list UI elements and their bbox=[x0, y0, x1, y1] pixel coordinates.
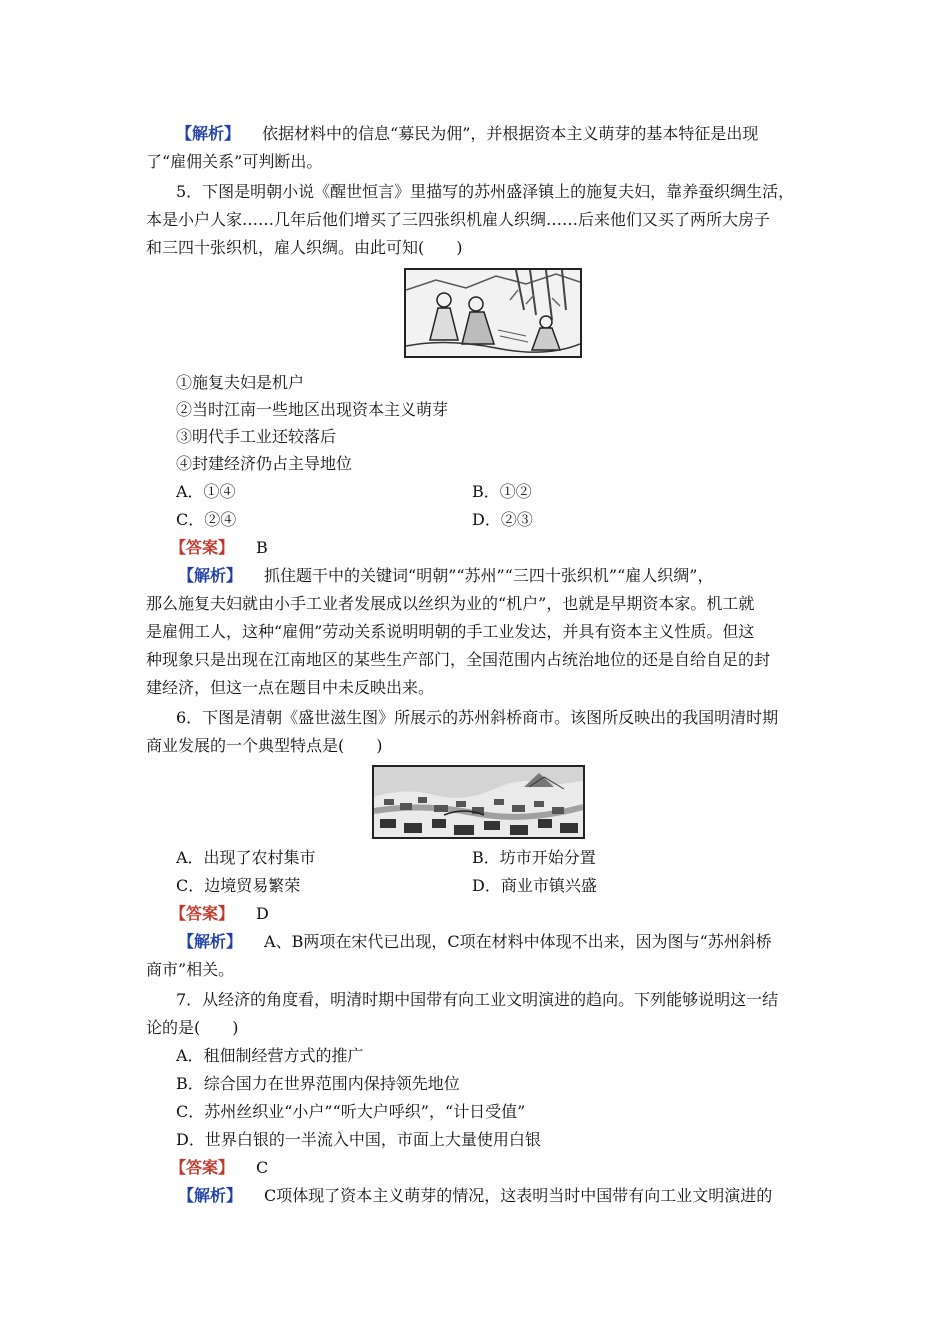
analysis-tag: 【解析】 bbox=[178, 932, 243, 951]
q6-option-d: D．商业市镇兴盛 bbox=[472, 876, 597, 895]
q5-woodblock-illustration bbox=[404, 268, 582, 358]
q6-stem-line-2: 商业发展的一个典型特点是( ) bbox=[146, 736, 383, 755]
q7-stem-line-1: 7．从经济的角度看，明清时期中国带有向工业文明演进的趋向。下列能够说明这一结 bbox=[176, 990, 779, 1009]
q7-option-c: C．苏州丝织业“小户”“听大户呼织”，“计日受值” bbox=[176, 1102, 526, 1121]
analysis-tag: 【解析】 bbox=[178, 1186, 243, 1205]
q5-option-a: A．①④ bbox=[176, 482, 236, 501]
answer-tag: 【答案】 bbox=[170, 1158, 235, 1177]
q7-stem-line-2: 论的是( ) bbox=[146, 1018, 239, 1037]
q5-item-3: ③明代手工业还较落后 bbox=[176, 427, 337, 446]
q7-analysis-line-1: 【解析】 C项体现了资本主义萌芽的情况，这表明当时中国带有向工业文明演进的 bbox=[178, 1186, 773, 1205]
q5-analysis-line-5: 建经济，但这一点在题目中未反映出来。 bbox=[146, 678, 435, 697]
q5-analysis-line-4: 种现象只是出现在江南地区的某些生产部门，全国范围内占统治地位的还是自给自足的封 bbox=[146, 650, 771, 669]
q6-analysis-line-1: 【解析】 A、B两项在宋代已出现，C项在材料中体现不出来，因为图与“苏州斜桥 bbox=[178, 932, 772, 951]
q5-item-2: ②当时江南一些地区出现资本主义萌芽 bbox=[176, 400, 449, 419]
q6-option-a: A．出现了农村集市 bbox=[176, 848, 316, 867]
q5-option-b: B．①② bbox=[472, 482, 532, 501]
analysis-tag: 【解析】 bbox=[176, 124, 241, 143]
q5-answer: 【答案】 B bbox=[170, 538, 268, 557]
q6-stem-line-1: 6．下图是清朝《盛世滋生图》所展示的苏州斜桥商市。该图所反映出的我国明清时期 bbox=[176, 708, 779, 727]
q7-option-d: D．世界白银的一半流入中国，市面上大量使用白银 bbox=[176, 1130, 541, 1149]
q5-stem-line-2: 本是小户人家……几年后他们增买了三四张织机雇人织绸……后来他们又买了两所大房子 bbox=[146, 210, 771, 229]
q5-option-c: C．②④ bbox=[176, 510, 237, 529]
q5-stem-line-1: 5．下图是明朝小说《醒世恒言》里描写的苏州盛泽镇上的施复夫妇，靠养蚕织绸生活， bbox=[176, 182, 795, 201]
q5-analysis-line-2: 那么施复夫妇就由小手工业者发展成以丝织为业的“机户”，也就是早期资本家。机工就 bbox=[146, 594, 755, 613]
q7-option-a: A．租佃制经营方式的推广 bbox=[176, 1046, 364, 1065]
q6-analysis-line-2: 商市”相关。 bbox=[146, 960, 235, 979]
q5-item-1: ①施复夫妇是机户 bbox=[176, 373, 305, 392]
q5-analysis-line-3: 是雇佣工人，这种“雇佣”劳动关系说明明朝的手工业发达，并具有资本主义性质。但这 bbox=[146, 622, 755, 641]
q6-town-painting bbox=[372, 765, 585, 839]
q5-item-4: ④封建经济仍占主导地位 bbox=[176, 454, 353, 473]
answer-tag: 【答案】 bbox=[170, 538, 235, 557]
q5-option-d: D．②③ bbox=[472, 510, 533, 529]
answer-tag: 【答案】 bbox=[170, 904, 235, 923]
q6-option-b: B．坊市开始分置 bbox=[472, 848, 596, 867]
q4-analysis-line-2: 了“雇佣关系”可判断出。 bbox=[146, 152, 323, 171]
q6-option-c: C．边境贸易繁荣 bbox=[176, 876, 301, 895]
q4-analysis-line-1: 【解析】 依据材料中的信息“募民为佣”，并根据资本主义萌芽的基本特征是出现 bbox=[176, 124, 759, 143]
q6-answer: 【答案】 D bbox=[170, 904, 269, 923]
q5-stem-line-3: 和三四十张织机，雇人织绸。由此可知( ) bbox=[146, 238, 463, 257]
q7-option-b: B．综合国力在世界范围内保持领先地位 bbox=[176, 1074, 460, 1093]
q5-analysis-line-1: 【解析】 抓住题干中的关键词“明朝”“苏州”“三四十张织机”“雇人织绸”， bbox=[178, 566, 714, 585]
q7-answer: 【答案】 C bbox=[170, 1158, 269, 1177]
analysis-tag: 【解析】 bbox=[178, 566, 243, 585]
